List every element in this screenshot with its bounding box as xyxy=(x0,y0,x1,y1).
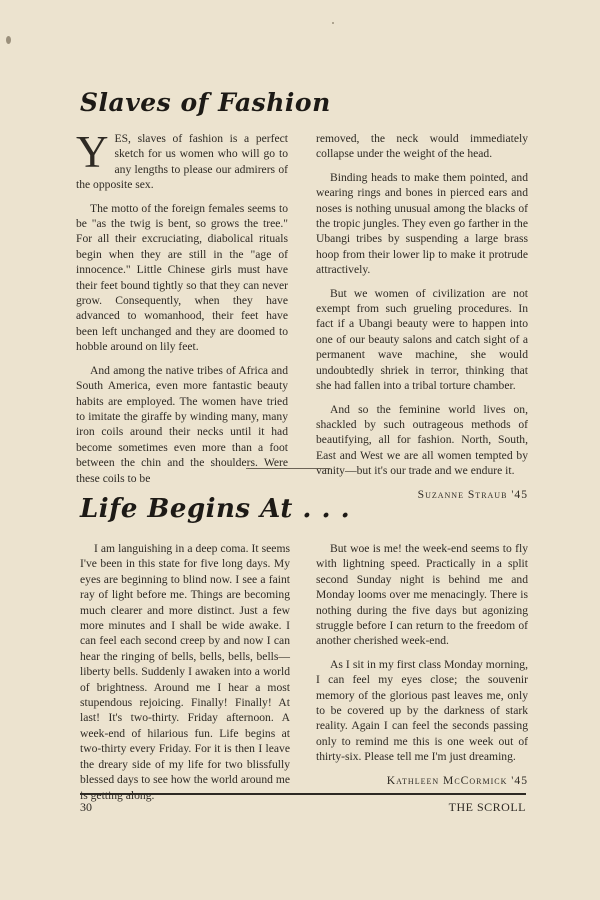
paper-speck xyxy=(332,22,334,24)
article1-paragraph: But we women of civilization are not exempt from such grueling procedures. In fact if a Ubangi beauty were to happen into one of our beauty salons and catch sight of a permanent wave machine, she would undoubtedly shriek in terror, thinking that she had fallen into a tribal torture chamber. xyxy=(316,286,528,393)
drop-cap: Y xyxy=(76,127,109,177)
article1-paragraph: And so the feminine world lives on, shackled by such outrageous methods of beautifying, all for fashion. North, South, East and West we are all women tempted by vanity—but it's our trade and we endure it. xyxy=(316,402,528,478)
article1-paragraph: And among the native tribes of Africa and South America, even more fantastic beauty habits are employed. The women have tried to imitate the giraffe by winding many, many iron coils around their necks until it had become sometimes even more than a foot between the chin and the shoulders. Were these coils to be xyxy=(76,363,288,485)
paper-speck xyxy=(6,36,11,44)
article2-paragraph: As I sit in my first class Monday morning, I can feel my eyes close; the souvenir memory of the glorious past leaves me, only to be covered up by the darkness of stark reality. Again I can feel the seconds passing only to remind me this is one week out of thirty-six. Please tell me I'm just dreaming. xyxy=(316,657,528,764)
page-number: 30 xyxy=(80,800,92,814)
article-title-life-begins-at: Life Begins At . . . xyxy=(80,494,351,524)
article2-byline: Kathleen McCormick '45 xyxy=(386,773,528,787)
article2-paragraph: But woe is me! the week-end seems to fly with lightning speed. Practically in a split second Sunday night is behind me and Monday looms over me menacingly. There is nothing during the five days but agonizing struggle before I can return to the freedom of another cherished week-end. xyxy=(316,542,528,648)
article1-paragraph: The motto of the foreign females seems to be "as the twig is bent, so grows the tree." For all their excruciating, diabolical rituals begin when they are still in the "age of innocence." Little Chinese girls must have their feet bound tightly so that they can never grow. Consequently, when they have advanced to womanhood, their feet have been left unchanged and they are doomed to hobble around on lily feet. xyxy=(76,201,288,354)
article1-column-right xyxy=(316,131,528,510)
article1-paragraph: YES, slaves of fashion is a perfect sketch for us women who will go to any lengths to please our admirers of the opposite sex. xyxy=(76,127,288,192)
article2-column-left xyxy=(80,541,290,811)
article1-paragraph: Binding heads to make them pointed, and wearing rings and bones in pierced ears and noses is nothing unusual among the blacks of the tropic jungles. They even go farther in the Ubangi tribes by suspending a large brass hoop from their lower lip to make it protrude attractively. xyxy=(316,170,528,277)
article1-byline: Suzanne Straub '45 xyxy=(417,487,528,501)
article1-paragraph: removed, the neck would immediately collapse under the weight of the head. xyxy=(316,132,528,161)
article-title-slaves-of-fashion: Slaves of Fashion xyxy=(80,88,331,117)
section-divider xyxy=(246,468,330,469)
footer-rule xyxy=(80,793,526,795)
magazine-name: THE SCROLL xyxy=(448,800,526,814)
article1-column-left xyxy=(76,127,288,494)
article2-paragraph: I am languishing in a deep coma. It seems I've been in this state for five long days. My eyes are beginning to blind now. I see a faint ray of light before me. Things are becoming much clearer and more distinct. Just a few more minutes and I shall be wide awake. I can feel each second creep by and now I can hear the ringing of bells, bells, bells, bells—liberty bells. Suddenly I awaken into a world of brightness. Around me I hear a most stupendous rejoicing. Finally! Finally! At last! It's two-thirty. Friday afternoon. A week-end of hilarious fun. Life begins at two-thirty every Friday. For it is then I leave the dreary side of my life for two blissfully blessed days to see how the world around me is getting along. xyxy=(80,542,290,802)
article2-column-right xyxy=(316,541,528,796)
